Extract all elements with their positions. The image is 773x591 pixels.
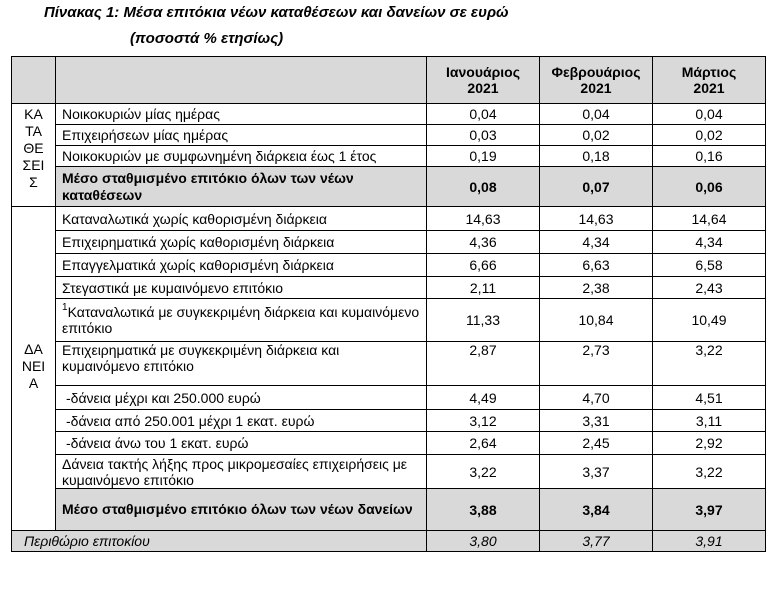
row-label-text: Επιχειρηματικά με συγκεκριμένη διάρκεια και κυμαινόμενο επιτόκιο [62, 342, 340, 374]
footnote-marker: 1 [62, 302, 68, 313]
value-cell: 4,34 [540, 231, 653, 254]
deposit-row [12, 146, 766, 167]
value-cell: 2,38 [540, 277, 653, 299]
row-label-text: Στεγαστικά με κυμαινόμενο επιτόκιο [62, 279, 284, 296]
row-label [12, 531, 427, 552]
row-label [56, 277, 427, 299]
column-header-year: 2021 [580, 80, 612, 96]
row-label [56, 231, 427, 254]
loan-subrow [12, 410, 766, 432]
category-deposits [12, 104, 56, 207]
value-cell: 4,49 [427, 386, 540, 410]
row-label [56, 342, 427, 386]
value-cell: 3,88 [427, 489, 540, 531]
row-label [56, 410, 427, 432]
row-label-text: -δάνεια από 250.001 μέχρι 1 εκατ. ευρώ [66, 412, 315, 429]
category-label-part: ΤΑ [25, 123, 42, 139]
row-label-text: Επαγγελματικά χωρίς καθορισμένη διάρκεια [62, 257, 334, 273]
value-cell: 0,04 [540, 104, 653, 125]
column-header-year: 2021 [693, 80, 725, 96]
value-cell: 2,11 [427, 277, 540, 299]
value-cell: 0,04 [427, 104, 540, 125]
row-label [56, 125, 427, 146]
value-cell: 0,19 [427, 146, 540, 167]
loan-row [12, 254, 766, 277]
header-row [12, 57, 766, 104]
row-label-text: Μέσο σταθμισμένο επιτόκιο όλων των νέων καταθέσεων [62, 169, 354, 203]
value-cell: 2,43 [653, 277, 766, 299]
value-cell: 14,63 [540, 207, 653, 231]
column-header-march [653, 57, 766, 104]
row-label [56, 432, 427, 455]
column-header-february [540, 57, 653, 104]
table-subtitle: (ποσοστά % ετησίως) [130, 30, 284, 47]
value-cell: 14,63 [427, 207, 540, 231]
row-label-text: Περιθώριο επιτοκίου [24, 533, 150, 549]
value-cell: 2,87 [427, 342, 540, 386]
value-cell: 3,12 [427, 410, 540, 432]
value-cell: 0,16 [653, 146, 766, 167]
loan-row [12, 455, 766, 489]
value-cell: 0,06 [653, 167, 766, 207]
row-label-text: Νοικοκυριών μίας ημέρας [62, 106, 220, 122]
value-cell: 0,18 [540, 146, 653, 167]
value-cell: 6,58 [653, 254, 766, 277]
row-label [56, 489, 427, 531]
row-label [56, 146, 427, 167]
row-label-text: Επιχειρηματικά χωρίς καθορισμένη διάρκεια [62, 234, 335, 250]
value-cell: 3,80 [427, 531, 540, 552]
value-cell: 3,22 [653, 455, 766, 489]
value-cell: 10,84 [540, 299, 653, 342]
deposit-row [12, 125, 766, 146]
value-cell: 6,66 [427, 254, 540, 277]
row-label [56, 104, 427, 125]
interest-rates-table [11, 56, 766, 552]
value-cell: 3,91 [653, 531, 766, 552]
category-label-part: Α [28, 375, 39, 391]
value-cell: 14,64 [653, 207, 766, 231]
category-loans [12, 207, 56, 531]
value-cell: 4,51 [653, 386, 766, 410]
loans-total-row [12, 489, 766, 531]
category-label-part: ΘΕ [23, 140, 44, 156]
value-cell: 10,49 [653, 299, 766, 342]
value-cell: 0,07 [540, 167, 653, 207]
row-label-text: Καταναλωτικά χωρίς καθορισμένη διάρκεια [62, 210, 327, 227]
value-cell: 4,36 [427, 231, 540, 254]
value-cell: 3,22 [653, 342, 766, 386]
row-label-text: Νοικοκυριών με συμφωνημένη διάρκεια έως 1 έτος [62, 148, 377, 164]
value-cell: 3,97 [653, 489, 766, 531]
column-header-month: Ιανουάριος [446, 64, 520, 80]
value-cell: 3,77 [540, 531, 653, 552]
value-cell: 3,22 [427, 455, 540, 489]
column-header-year: 2021 [467, 80, 499, 96]
loan-row [12, 277, 766, 299]
category-label-part: ΣΕΙ [22, 157, 45, 173]
row-label [56, 455, 427, 489]
value-cell: 2,92 [653, 432, 766, 455]
category-label-part: ΔΑ [24, 341, 43, 357]
loan-subrow [12, 386, 766, 410]
table-title: Πίνακας 1: Μέσα επιτόκια νέων καταθέσεων και δανείων σε ευρώ [44, 4, 509, 21]
header-empty-cell [12, 57, 56, 104]
loan-row [12, 207, 766, 231]
row-label-text: -δάνεια μέχρι και 250.000 ευρώ [66, 389, 261, 406]
row-label-text: Καταναλωτικά με συγκεκριμένη διάρκεια και κυμαινόμενο επιτόκιο [62, 304, 420, 336]
loan-subrow [12, 432, 766, 455]
column-header-month: Φεβρουάριος [551, 64, 641, 80]
value-cell: 6,63 [540, 254, 653, 277]
margin-row [12, 531, 766, 552]
value-cell: 3,11 [653, 410, 766, 432]
row-label [56, 386, 427, 410]
category-label-part: ΝΕΙ [21, 358, 46, 374]
value-cell: 2,45 [540, 432, 653, 455]
value-cell: 4,70 [540, 386, 653, 410]
loan-row [12, 342, 766, 386]
loan-row [12, 299, 766, 342]
row-label-text: Μέσο σταθμισμένο επιτόκιο όλων των νέων δανείων [62, 501, 413, 517]
column-header-january [427, 57, 540, 104]
value-cell: 11,33 [427, 299, 540, 342]
value-cell: 3,84 [540, 489, 653, 531]
value-cell: 4,34 [653, 231, 766, 254]
deposits-total-row [12, 167, 766, 207]
row-label-text: -δάνεια άνω του 1 εκατ. ευρώ [66, 435, 249, 451]
loan-row [12, 231, 766, 254]
category-label-part: Σ [29, 174, 38, 190]
row-label [56, 207, 427, 231]
value-cell: 2,73 [540, 342, 653, 386]
value-cell: 3,37 [540, 455, 653, 489]
column-header-month: Μάρτιος [681, 64, 737, 80]
value-cell: 2,64 [427, 432, 540, 455]
row-label-text: Επιχειρήσεων μίας ημέρας [62, 127, 229, 143]
value-cell: 0,02 [540, 125, 653, 146]
row-label [56, 299, 427, 342]
value-cell: 0,02 [653, 125, 766, 146]
row-label-text: Δάνεια τακτής λήξης προς μικρομεσαίες επιχειρήσεις με κυμαινόμενο επιτόκιο [62, 455, 408, 488]
category-label-part: ΚΑ [24, 106, 43, 122]
value-cell: 3,31 [540, 410, 653, 432]
value-cell: 0,03 [427, 125, 540, 146]
deposit-row [12, 104, 766, 125]
row-label [56, 254, 427, 277]
value-cell: 0,04 [653, 104, 766, 125]
row-label [56, 167, 427, 207]
value-cell: 0,08 [427, 167, 540, 207]
header-empty-cell [56, 57, 427, 104]
